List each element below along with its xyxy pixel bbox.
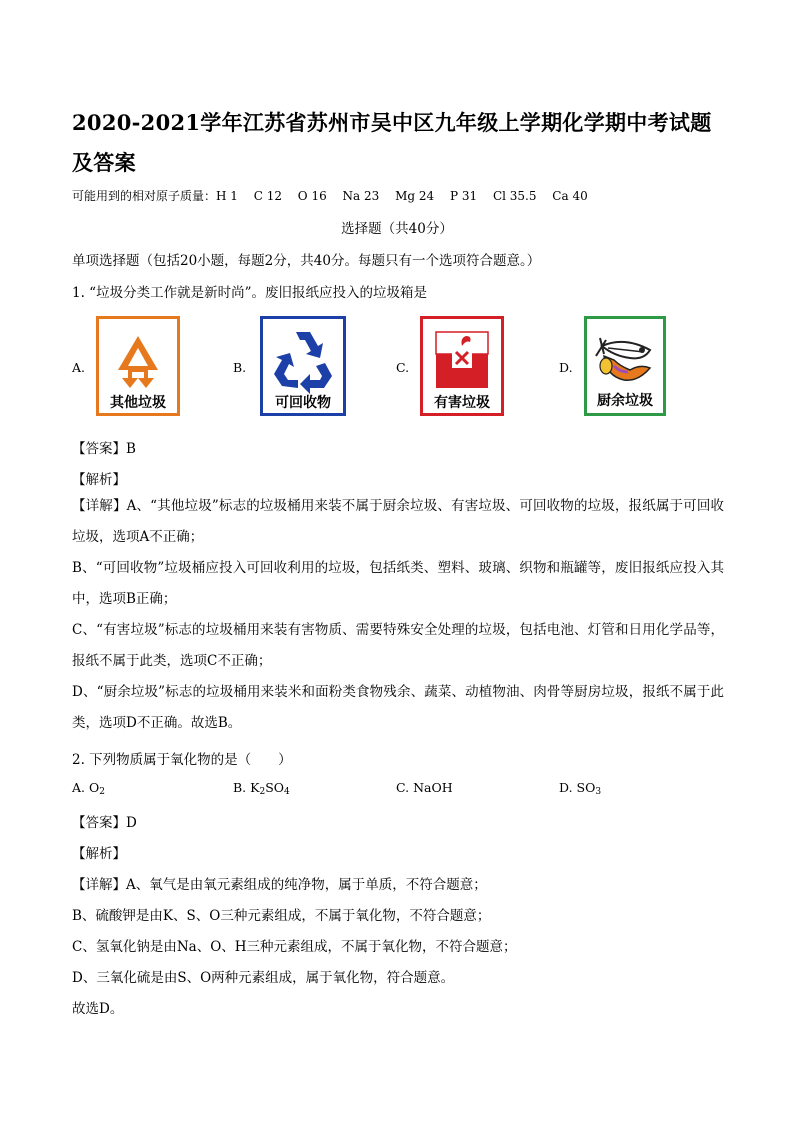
formula-subscript: 3 — [595, 787, 602, 797]
question-1-detail-b: B、“可回收物”垃圾桶应投入可回收利用的垃圾，包括纸类、塑料、玻璃、织物和瓶罐等，废旧报纸应投入其中，选项B正确； — [72, 560, 724, 607]
section-instructions: 单项选择题（包括20小题，每题2分，共40分。每题只有一个选项符合题意。） — [72, 253, 541, 269]
formula-subscript: 4 — [284, 787, 290, 797]
formula-subscript: 2 — [99, 787, 105, 797]
bin-label-b: 可回收物 — [275, 395, 331, 411]
document-title: 2020-2021学年江苏省苏州市吴中区九年级上学期化学期中考试题及答案 — [72, 110, 712, 175]
question-2-analysis-heading: 【解析】 — [72, 846, 126, 862]
bin-recyclable — [260, 316, 346, 420]
option-d-letter: D. — [559, 360, 573, 375]
question-2-stem: 2. 下列物质属于氧化物的是（ ） — [72, 752, 292, 768]
question-2-answer: 【答案】D — [72, 815, 137, 831]
bin-label-a: 其他垃圾 — [110, 395, 166, 411]
formula: NaOH — [413, 780, 453, 795]
hazardous-icon — [420, 316, 504, 416]
option-letter: D. — [559, 780, 573, 795]
question-2-option-a — [72, 780, 105, 797]
question-2-option-c — [396, 780, 453, 795]
bin-label-c: 有害垃圾 — [434, 395, 490, 411]
formula: SO — [576, 780, 596, 795]
question-1-answer: 【答案】B — [72, 441, 136, 457]
question-2-conclusion: 故选D。 — [72, 1001, 124, 1017]
question-2-detail-a: 【详解】A、氧气是由氧元素组成的纯净物，属于单质，不符合题意； — [72, 877, 487, 893]
formula: O — [89, 780, 100, 795]
question-2-detail-b: B、硫酸钾是由K、S、O三种元素组成，不属于氧化物，不符合题意； — [72, 908, 491, 924]
question-2-detail-d: D、三氧化硫是由S、O两种元素组成，属于氧化物，符合题意。 — [72, 970, 455, 986]
question-1-stem: 1. “垃圾分类工作就是新时尚”。废旧报纸应投入的垃圾箱是 — [72, 285, 427, 301]
recycle-icon — [260, 316, 346, 416]
question-2-detail-c: C、氢氧化钠是由Na、O、H三种元素组成，不属于氧化物，不符合题意； — [72, 939, 517, 955]
question-2-option-d — [559, 780, 601, 797]
section-heading: 选择题（共40分） — [341, 221, 453, 237]
option-letter: A. — [72, 780, 86, 795]
option-letter: C. — [396, 780, 410, 795]
kitchen-waste-icon — [584, 316, 666, 416]
formula: K — [250, 780, 260, 795]
question-1-analysis-heading: 【解析】 — [72, 472, 126, 488]
question-1-detail-d: D、“厨余垃圾”标志的垃圾桶用来装米和面粉类食物残余、蔬菜、动植物油、肉骨等厨房垃圾，报纸不属于此类，选项D不正确。故选B。 — [72, 684, 724, 731]
bin-kitchen-waste — [584, 316, 666, 420]
question-1-detail-a: 【详解】A、“其他垃圾”标志的垃圾桶用来装不属于厨余垃圾、有害垃圾、可回收物的垃圾，报纸属于可回收垃圾，选项A不正确； — [72, 498, 724, 545]
bin-other-waste — [96, 316, 180, 420]
option-letter: B. — [233, 780, 247, 795]
bin-label-d: 厨余垃圾 — [597, 393, 653, 409]
formula-subscript: 2 — [259, 787, 266, 797]
bin-hazardous — [420, 316, 504, 420]
formula: SO — [265, 780, 285, 795]
option-a-letter: A. — [72, 360, 86, 375]
other-waste-icon — [96, 316, 180, 416]
option-c-letter: C. — [396, 360, 410, 375]
question-1-detail-c: C、“有害垃圾”标志的垃圾桶用来装有害物质、需要特殊安全处理的垃圾，包括电池、灯管和日用化学品等，报纸不属于此类，选项C不正确； — [72, 622, 724, 669]
option-b-letter: B. — [233, 360, 247, 375]
question-2-option-b — [233, 780, 290, 797]
atomic-masses: 可能用到的相对原子质量：H 1 C 12 O 16 Na 23 Mg 24 P 31 Cl 35.5 Ca 40 — [72, 189, 588, 203]
